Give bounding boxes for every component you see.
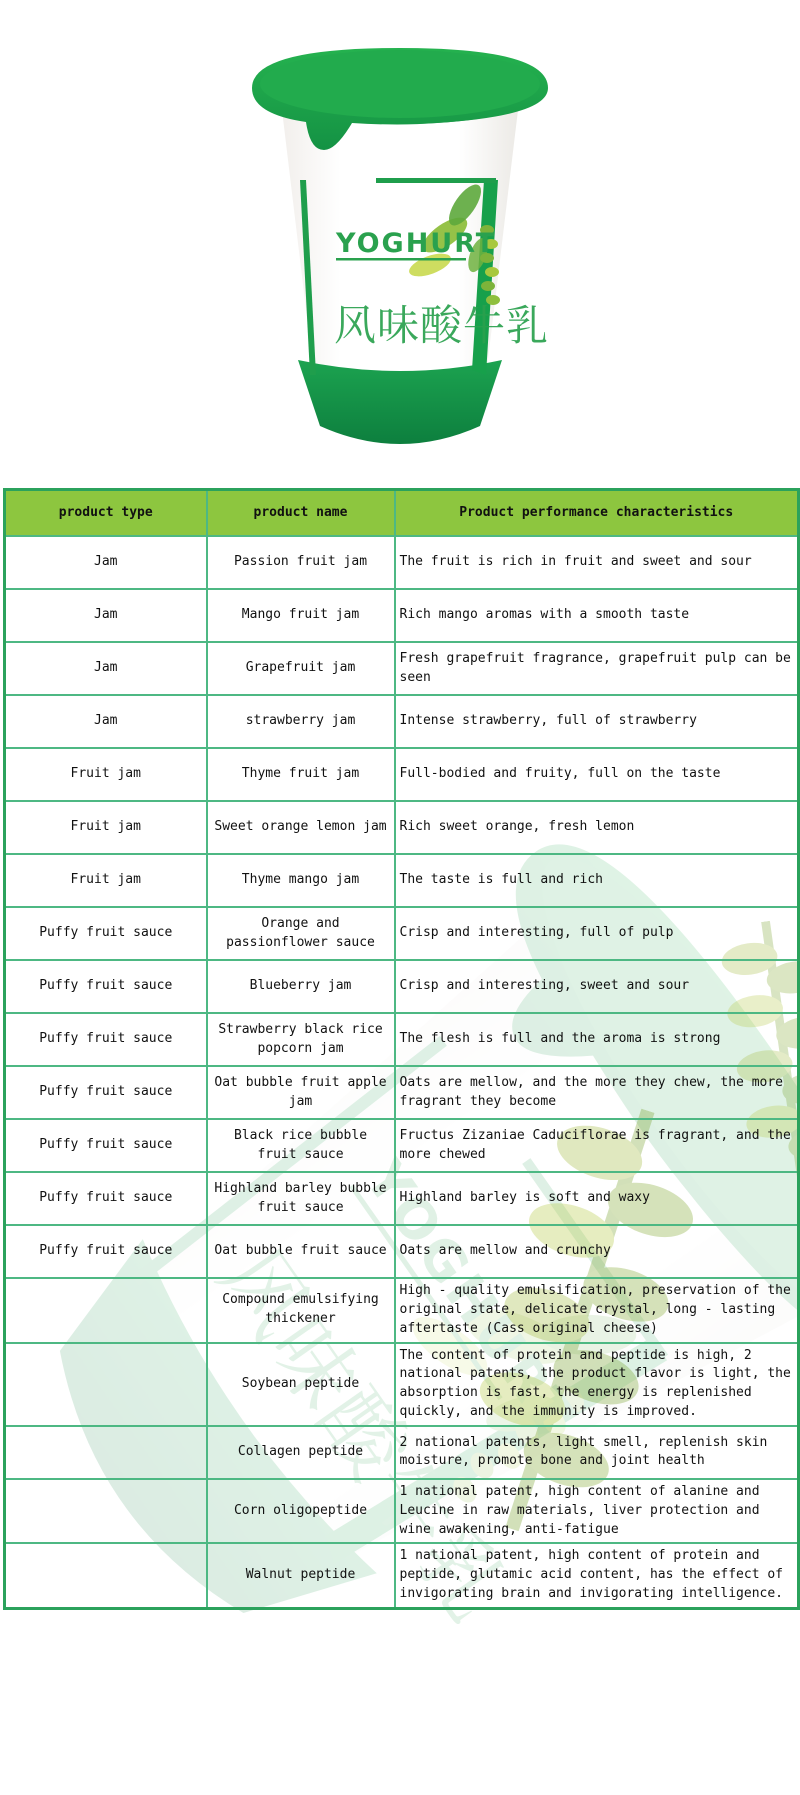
table-row (5, 1119, 799, 1172)
cell-product-name: Compound emulsifying thickener (207, 1278, 395, 1343)
cell-product-type: Puffy fruit sauce (5, 1119, 207, 1172)
product-table (3, 488, 800, 1610)
cell-product-name: strawberry jam (207, 695, 395, 748)
cell-product-desc: Rich mango aromas with a smooth taste (395, 589, 799, 642)
cell-product-name: Strawberry black rice popcorn jam (207, 1013, 395, 1066)
cell-product-desc: 1 national patent, high content of protein and peptide, glutamic acid content, has the effect of invigorating brain and invigorating intelligence. (395, 1543, 799, 1608)
cell-product-type: Puffy fruit sauce (5, 960, 207, 1013)
table-row (5, 1543, 799, 1608)
table-row (5, 642, 799, 695)
table-row (5, 801, 799, 854)
cell-product-name: Black rice bubble fruit sauce (207, 1119, 395, 1172)
yogurt-cup-image (237, 30, 563, 470)
cell-product-type: Puffy fruit sauce (5, 1066, 207, 1119)
header-product-name: product name (207, 490, 395, 537)
header-product-type: product type (5, 490, 207, 537)
cell-product-desc: Intense strawberry, full of strawberry (395, 695, 799, 748)
table-row (5, 1278, 799, 1343)
cell-product-desc: The fruit is rich in fruit and sweet and sour (395, 536, 799, 589)
cell-product-name: Highland barley bubble fruit sauce (207, 1172, 395, 1225)
cell-product-desc: 2 national patents, light smell, replenish skin moisture, promote bone and joint health (395, 1426, 799, 1479)
cell-product-name: Blueberry jam (207, 960, 395, 1013)
cell-product-type (5, 1278, 207, 1343)
table-row (5, 1066, 799, 1119)
cell-product-name: Orange and passionflower sauce (207, 907, 395, 960)
cell-product-name: Mango fruit jam (207, 589, 395, 642)
cell-product-name: Grapefruit jam (207, 642, 395, 695)
cell-product-type: Jam (5, 695, 207, 748)
cell-product-type: Puffy fruit sauce (5, 907, 207, 960)
table-row (5, 1479, 799, 1544)
header-product-characteristics: Product performance characteristics (395, 490, 799, 537)
cell-product-name: Thyme fruit jam (207, 748, 395, 801)
cell-product-type: Jam (5, 589, 207, 642)
cell-product-name: Walnut peptide (207, 1543, 395, 1608)
cell-product-type (5, 1543, 207, 1608)
table-body (5, 536, 799, 1608)
table-row (5, 1013, 799, 1066)
cell-product-desc: The flesh is full and the aroma is strong (395, 1013, 799, 1066)
cell-product-name: Soybean peptide (207, 1343, 395, 1426)
cell-product-type: Fruit jam (5, 854, 207, 907)
cell-product-desc: Full-bodied and fruity, full on the taste (395, 748, 799, 801)
cell-product-desc: The content of protein and peptide is high, 2 national patents, the product flavor is light, the absorption is fast, the energy is replenished quickly, and the immunity is improved. (395, 1343, 799, 1426)
table-row (5, 1426, 799, 1479)
cell-product-desc: Crisp and interesting, full of pulp (395, 907, 799, 960)
cell-product-desc: Oats are mellow and crunchy (395, 1225, 799, 1278)
table-row (5, 854, 799, 907)
cell-product-name: Collagen peptide (207, 1426, 395, 1479)
table-row (5, 1172, 799, 1225)
cell-product-type: Jam (5, 536, 207, 589)
cell-product-desc: Rich sweet orange, fresh lemon (395, 801, 799, 854)
cell-product-name: Passion fruit jam (207, 536, 395, 589)
cell-product-desc: Fructus Zizaniae Caduciflorae is fragrant, and the more chewed (395, 1119, 799, 1172)
cell-product-desc: Fresh grapefruit fragrance, grapefruit pulp can be seen (395, 642, 799, 695)
cell-product-desc: Oats are mellow, and the more they chew, the more fragrant they become (395, 1066, 799, 1119)
product-photo (0, 0, 800, 486)
cell-product-name: Oat bubble fruit apple jam (207, 1066, 395, 1119)
cell-product-type: Puffy fruit sauce (5, 1225, 207, 1278)
cell-product-desc: 1 national patent, high content of alanine and Leucine in raw materials, liver protection and wine awakening, anti-fatigue (395, 1479, 799, 1544)
table-row (5, 960, 799, 1013)
cell-product-type (5, 1426, 207, 1479)
table-row (5, 589, 799, 642)
cell-product-desc: High - quality emulsification, preservation of the original state, delicate crystal, long - lasting aftertaste (Cass original cheese) (395, 1278, 799, 1343)
cell-product-type: Puffy fruit sauce (5, 1172, 207, 1225)
cell-product-type: Puffy fruit sauce (5, 1013, 207, 1066)
cell-product-name: Corn oligopeptide (207, 1479, 395, 1544)
cell-product-desc: The taste is full and rich (395, 854, 799, 907)
table-row (5, 536, 799, 589)
table-header-row (5, 490, 799, 537)
cell-product-type (5, 1343, 207, 1426)
cell-product-type: Fruit jam (5, 748, 207, 801)
cell-product-desc: Crisp and interesting, sweet and sour (395, 960, 799, 1013)
table-row (5, 907, 799, 960)
cell-product-type: Fruit jam (5, 801, 207, 854)
cell-product-type (5, 1479, 207, 1544)
table-row (5, 1343, 799, 1426)
product-table-section (3, 488, 797, 1610)
table-row (5, 748, 799, 801)
cell-product-desc: Highland barley is soft and waxy (395, 1172, 799, 1225)
table-row (5, 695, 799, 748)
cell-product-name: Oat bubble fruit sauce (207, 1225, 395, 1278)
table-row (5, 1225, 799, 1278)
cell-product-type: Jam (5, 642, 207, 695)
cell-product-name: Thyme mango jam (207, 854, 395, 907)
cell-product-name: Sweet orange lemon jam (207, 801, 395, 854)
